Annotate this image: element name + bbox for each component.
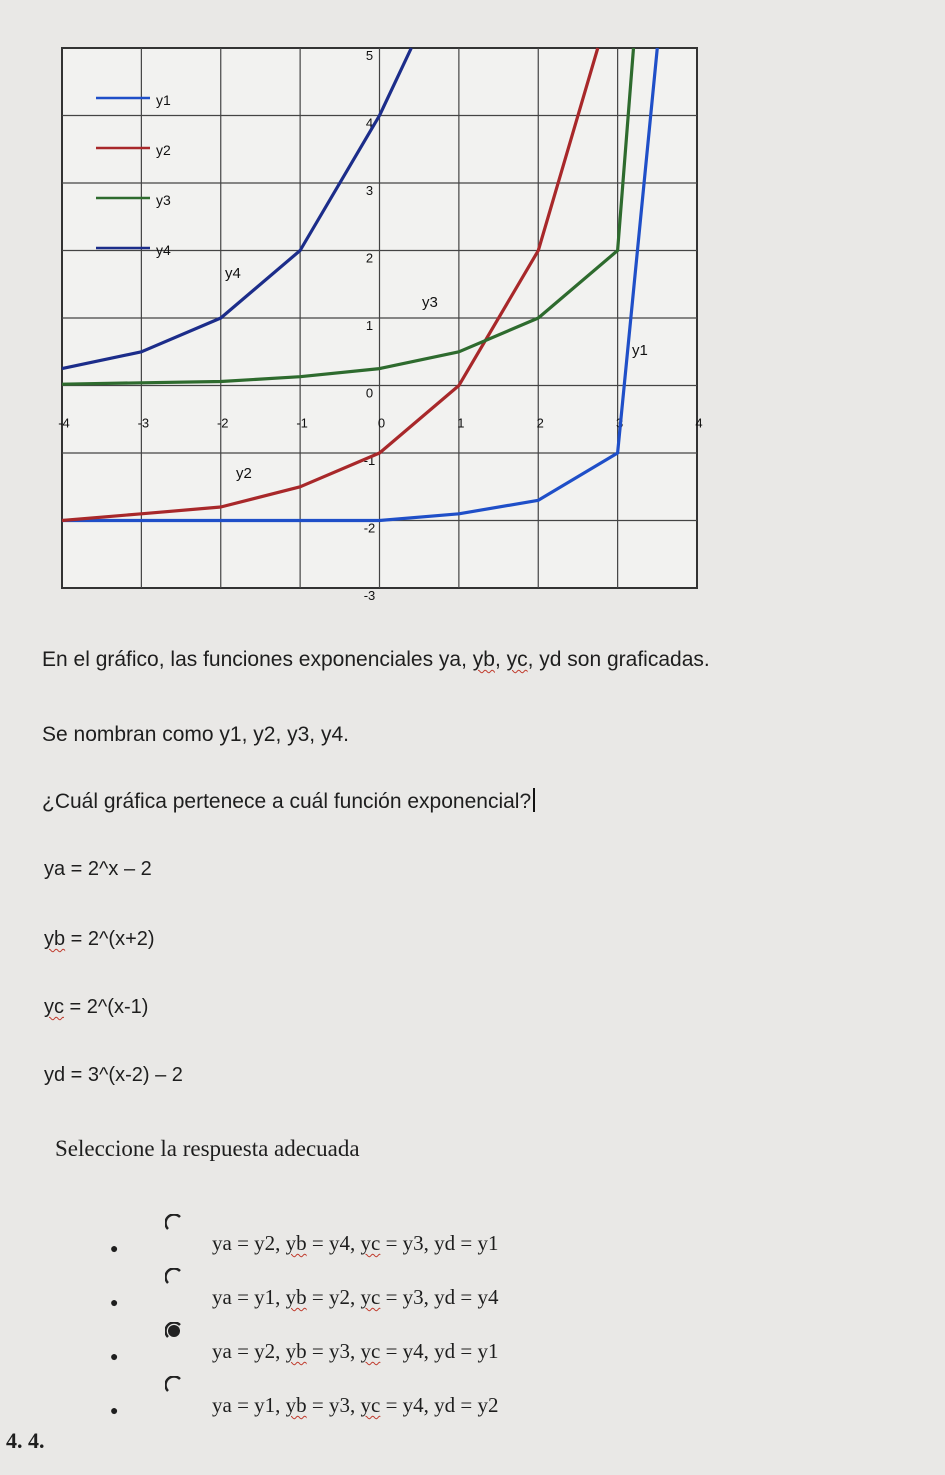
option-part-b: = y3, bbox=[306, 1339, 361, 1363]
answer-option-text bbox=[212, 1231, 499, 1256]
y-tick-label: 1 bbox=[365, 318, 374, 333]
answer-option-text bbox=[212, 1393, 499, 1418]
x-tick-label: 1 bbox=[457, 415, 465, 431]
bullet-icon: ● bbox=[110, 1294, 119, 1310]
bullet-icon: ● bbox=[110, 1402, 119, 1418]
text-caret bbox=[533, 788, 535, 812]
question-number: 4. 4. bbox=[6, 1428, 45, 1453]
option-part-yc: yc bbox=[360, 1393, 381, 1417]
y-tick-label: 5 bbox=[365, 48, 374, 63]
bullet-icon: ● bbox=[110, 1240, 119, 1256]
ya-name: ya bbox=[44, 858, 66, 880]
ya-expr: = 2^x – 2 bbox=[65, 858, 152, 880]
yb-name: yb bbox=[44, 928, 66, 950]
question-line-1 bbox=[42, 648, 710, 672]
y-tick-label: 0 bbox=[365, 385, 374, 401]
answer-option-text bbox=[212, 1339, 499, 1364]
option-part-c: = y3, yd = y1 bbox=[380, 1231, 499, 1255]
option-part-b: = y2, bbox=[306, 1285, 361, 1309]
function-yd bbox=[44, 1064, 183, 1087]
curve-label-y3: y3 bbox=[422, 294, 438, 311]
legend-label-y2: y2 bbox=[156, 142, 171, 158]
select-answer-label: Seleccione la respuesta adecuada bbox=[55, 1136, 360, 1161]
yc-mention: yc bbox=[506, 648, 528, 671]
question-line-1-start: En el gráfico, las funciones exponenciales ya, bbox=[42, 648, 473, 671]
separator: , bbox=[494, 648, 507, 671]
y-tick-label: -2 bbox=[363, 520, 376, 536]
option-part-c: = y4, yd = y1 bbox=[380, 1339, 499, 1363]
bullet-icon: ● bbox=[110, 1348, 119, 1364]
curve-label-y4: y4 bbox=[225, 265, 241, 282]
x-tick-label: -4 bbox=[58, 415, 70, 431]
legend-label-y4: y4 bbox=[156, 242, 171, 258]
option-part-a: ya = y2, bbox=[212, 1231, 286, 1255]
y-tick-label: 4 bbox=[365, 115, 374, 131]
question-line-3 bbox=[42, 788, 535, 814]
x-tick-label: -2 bbox=[216, 415, 229, 431]
question-line-2: Se nombran como y1, y2, y3, y4. bbox=[42, 723, 349, 746]
y-tick-label: 2 bbox=[365, 250, 374, 266]
option-part-b: = y3, bbox=[306, 1393, 361, 1417]
x-tick-label: 3 bbox=[616, 415, 624, 431]
y-tick-label: 3 bbox=[365, 183, 374, 198]
yc-name: yc bbox=[44, 996, 64, 1018]
question-line-3-text: ¿Cuál gráfica pertenece a cuál función exponencial? bbox=[42, 790, 532, 813]
option-part-yb: yb bbox=[285, 1339, 307, 1363]
radio-icon[interactable] bbox=[165, 1268, 183, 1286]
yd-expr: = 3^(x-2) – 2 bbox=[65, 1064, 183, 1086]
x-tick-label: 2 bbox=[536, 415, 544, 431]
x-tick-label: 4 bbox=[695, 415, 703, 431]
radio-selected-icon[interactable] bbox=[165, 1322, 183, 1340]
x-tick-label: -1 bbox=[296, 415, 308, 431]
option-part-yb: yb bbox=[285, 1285, 307, 1309]
radio-icon[interactable] bbox=[165, 1214, 183, 1232]
y-tick-label: -1 bbox=[363, 453, 376, 468]
question-line-1-end: , yd son graficadas. bbox=[527, 648, 710, 671]
option-part-yb: yb bbox=[285, 1393, 307, 1417]
yb-mention: yb bbox=[472, 648, 495, 671]
legend-label-y1: y1 bbox=[156, 92, 171, 108]
function-yc bbox=[44, 996, 148, 1019]
radio-icon[interactable] bbox=[165, 1376, 183, 1394]
yd-name: yd bbox=[44, 1064, 66, 1086]
option-part-yb: yb bbox=[285, 1231, 307, 1255]
function-ya bbox=[44, 858, 152, 881]
y-tick-label: -3 bbox=[363, 588, 376, 603]
option-part-yc: yc bbox=[360, 1231, 381, 1255]
option-part-yc: yc bbox=[360, 1285, 381, 1309]
exponential-chart bbox=[0, 0, 945, 640]
yb-expr: = 2^(x+2) bbox=[65, 928, 155, 950]
option-part-a: ya = y2, bbox=[212, 1339, 286, 1363]
legend-label-y3: y3 bbox=[156, 192, 171, 208]
option-part-b: = y4, bbox=[306, 1231, 361, 1255]
option-part-a: ya = y1, bbox=[212, 1285, 286, 1309]
x-tick-label: 0 bbox=[377, 415, 386, 431]
yc-expr: = 2^(x-1) bbox=[64, 996, 149, 1018]
curve-label-y2: y2 bbox=[236, 465, 252, 482]
option-part-a: ya = y1, bbox=[212, 1393, 286, 1417]
option-part-c: = y3, yd = y4 bbox=[380, 1285, 499, 1309]
curve-label-y1: y1 bbox=[632, 342, 648, 359]
answer-option-text bbox=[212, 1285, 499, 1310]
x-tick-label: -3 bbox=[137, 415, 150, 431]
option-part-c: = y4, yd = y2 bbox=[380, 1393, 499, 1417]
option-part-yc: yc bbox=[360, 1339, 381, 1363]
function-yb bbox=[44, 928, 155, 951]
